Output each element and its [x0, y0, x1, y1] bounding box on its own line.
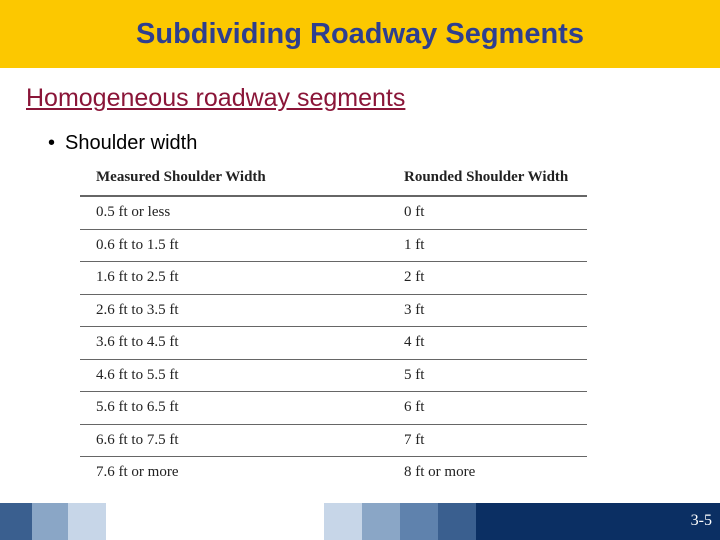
title-bar — [0, 0, 720, 68]
footer-block — [0, 503, 32, 540]
footer-block — [400, 503, 438, 540]
slide-title: Subdividing Roadway Segments — [136, 17, 584, 50]
measured-cell: 2.6 ft to 3.5 ft — [80, 294, 388, 327]
footer-block — [324, 503, 362, 540]
bullet-text: Shoulder width — [65, 132, 198, 154]
footer-block — [438, 503, 476, 540]
table-row — [80, 229, 587, 262]
footer-bar — [0, 503, 720, 540]
rounded-cell: 5 ft — [388, 359, 587, 392]
rounded-cell: 2 ft — [388, 262, 587, 295]
rounded-cell: 8 ft or more — [404, 464, 476, 481]
rounded-cell: 4 ft — [388, 327, 587, 360]
footer-block — [32, 503, 68, 540]
table-row — [80, 294, 587, 327]
table-row — [80, 327, 587, 360]
table-header-row — [80, 160, 587, 196]
measured-cell: 0.5 ft or less — [80, 196, 388, 229]
rounded-cell: 1 ft — [388, 229, 587, 262]
table-row — [80, 424, 587, 457]
measured-cell: 1.6 ft to 2.5 ft — [80, 262, 388, 295]
shoulder-width-table — [80, 160, 587, 492]
measured-cell: 4.6 ft to 5.5 ft — [80, 359, 388, 392]
table-row — [80, 359, 587, 392]
rounded-cell: 6 ft — [388, 392, 587, 425]
measured-cell: 0.6 ft to 1.5 ft — [80, 229, 388, 262]
footer-block — [106, 503, 324, 540]
footer-block — [362, 503, 400, 540]
rounded-cell: 7 ft — [388, 424, 587, 457]
table-row — [80, 392, 587, 425]
column-header-measured: Measured Shoulder Width — [80, 160, 388, 196]
measured-cell: 7.6 ft or more — [96, 464, 179, 481]
bullet-icon: • — [48, 132, 56, 154]
footer-block — [68, 503, 106, 540]
table-row — [80, 262, 587, 295]
rounding-table — [80, 160, 587, 489]
page-number: 3-5 — [690, 512, 712, 529]
bullet-item — [48, 132, 197, 155]
rounded-cell: 0 ft — [388, 196, 587, 229]
measured-cell: 6.6 ft to 7.5 ft — [80, 424, 388, 457]
table-row — [80, 196, 587, 229]
section-heading: Homogeneous roadway segments — [26, 84, 406, 112]
footer-block — [476, 503, 720, 540]
column-header-rounded: Rounded Shoulder Width — [388, 160, 587, 196]
measured-cell: 5.6 ft to 6.5 ft — [80, 392, 388, 425]
rounded-cell: 3 ft — [388, 294, 587, 327]
measured-cell: 3.6 ft to 4.5 ft — [80, 327, 388, 360]
table-row — [80, 457, 587, 489]
